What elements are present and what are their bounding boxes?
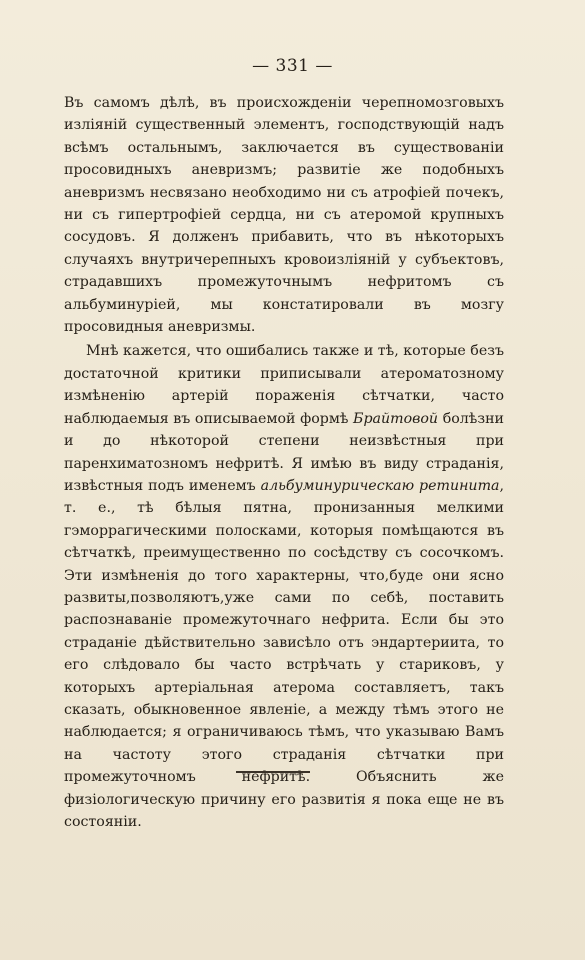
body-text bbox=[64, 92, 504, 833]
paragraph-2-part-3: , т. е., тѣ бѣлыя пятна, пронизанныя мелкими гэморрагическими полосками, которыя помѣщаются въ сѣтчаткѣ, преимущественно по сосѣдству съ сосочкомъ. Эти измѣненія до того характерны, что,буде они ясно развиты,позволяютъ,уже сами по себѣ, поставить распознаваніе промежуточнаго нефрита. Если бы это страданіе дѣйствительно зависѣло отъ эндартериита, то его слѣдовало бы часто встрѣчать у стариковъ, у которыхъ артеріальная атерома составляетъ, такъ сказать, обыкновенное явленіе, а между тѣмъ этого не наблюдается; я ограничиваюсь тѣмъ, что указываю Вамъ на частоту этого страданія сѣтчатки при промежуточномъ нефритѣ. Объяснить же физіологическую причину его развитія я пока еще не въ состояніи. bbox=[64, 477, 504, 830]
italic-term-retinitis: альбуминурическаю ретинита bbox=[260, 477, 500, 494]
page-number: — 331 — bbox=[252, 56, 333, 76]
end-rule bbox=[236, 771, 310, 773]
paragraph-1: Въ самомъ дѣлѣ, въ происхожденіи черепномозговыхъ изліяній существенный элементъ, господствующій надъ всѣмъ остальнымъ, заключается въ существованіи просовидныхъ аневризмъ; развитіе же подобныхъ аневризмъ несвязано необходимо ни съ атрофіей почекъ, ни съ гипертрофіей сердца, ни съ атеромой крупныхъ сосудовъ. Я долженъ прибавить, что въ нѣкоторыхъ случаяхъ внутричерепныхъ кровоизліяній у субъектовъ, страдавшихъ промежуточнымъ нефритомъ съ альбуминуріей, мы констатировали въ мозгу просовидныя аневризмы. bbox=[64, 95, 504, 336]
italic-term-bright: Брайтовой bbox=[353, 410, 439, 427]
paragraph-2-part-1: Мнѣ кажется, что ошибались также и тѣ, которые безъ достаточной критики приписывали атероматозному измѣненію артерій пораженія сѣтчатки, часто наблюдаемыя въ описываемой формѣ bbox=[64, 343, 505, 427]
paragraph-2-part-2: болѣзни и до нѣкоторой степени неизвѣстныя при паренхиматозномъ нефритѣ. Я имѣю въ виду страданія, извѣстныя подъ именемъ bbox=[64, 410, 504, 494]
paragraph-2 bbox=[64, 340, 504, 833]
